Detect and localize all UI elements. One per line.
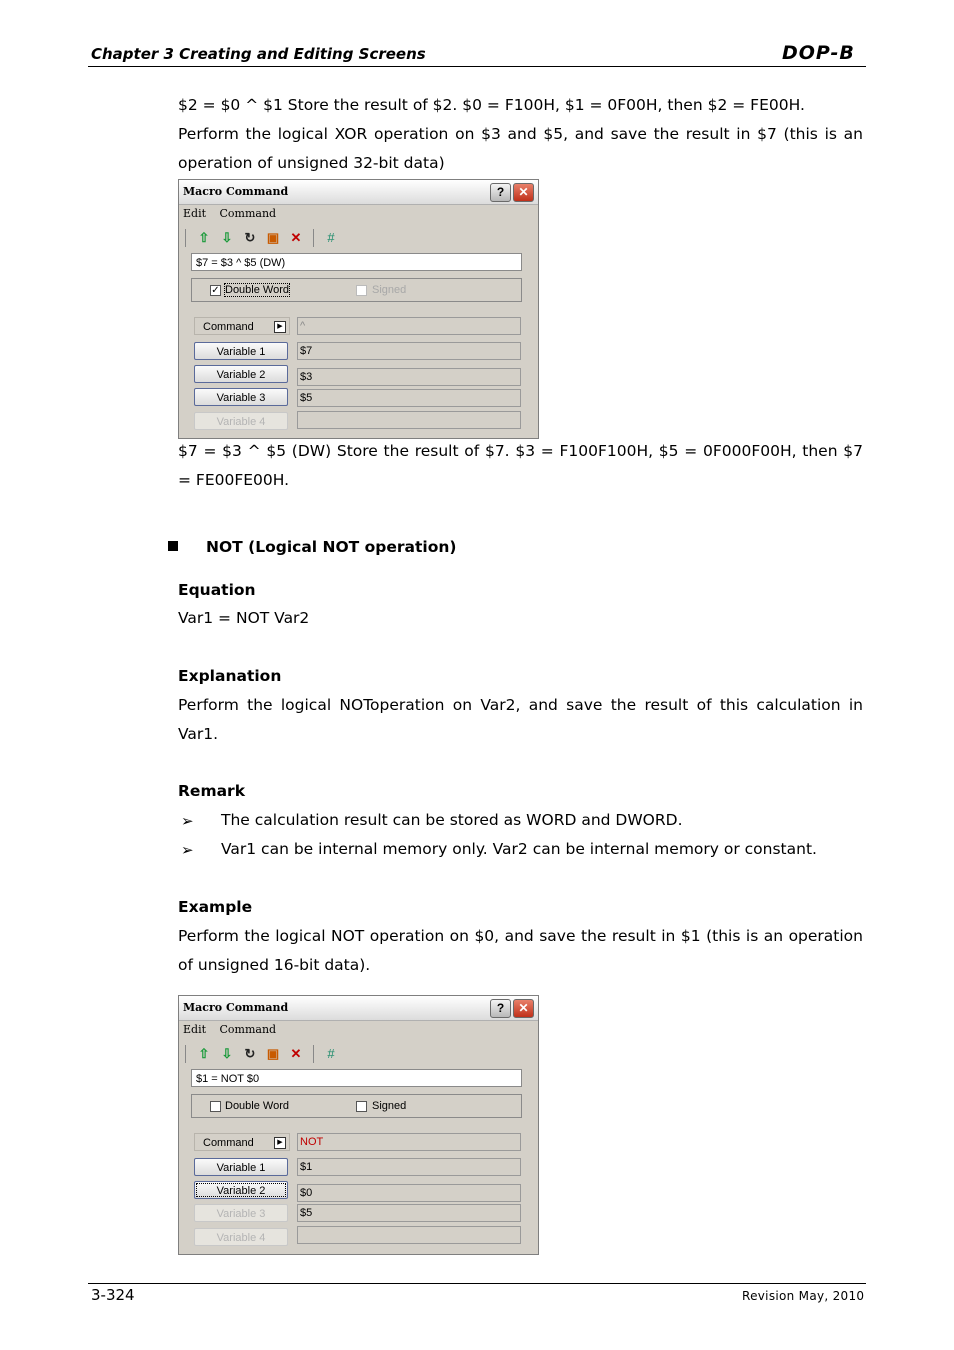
explanation-text: Perform the logical NOToperation on Var2, and save the result of this calculation in Var1.	[178, 696, 863, 743]
variable-4-button: Variable 4	[194, 412, 288, 430]
variable-1-field[interactable]: $7	[297, 342, 521, 360]
hash-icon[interactable]: #	[327, 1046, 335, 1061]
command-label: Command	[203, 1137, 254, 1149]
close-button[interactable]: ✕	[513, 183, 534, 202]
variable-3-field[interactable]: $5	[297, 389, 521, 407]
macro-command-dialog-not	[178, 995, 539, 1255]
dialog-titlebar	[179, 996, 538, 1021]
menu-command[interactable]: Command	[219, 1023, 277, 1036]
help-button[interactable]: ?	[490, 999, 511, 1018]
toolbar-separator	[185, 1045, 186, 1063]
section-title: NOT (Logical NOT operation)	[206, 538, 457, 556]
explanation-heading: Explanation	[178, 667, 282, 685]
variable-2-button[interactable]: Variable 2	[194, 365, 288, 383]
remark-heading: Remark	[178, 782, 246, 800]
dop-b-logo: DOP-B	[782, 42, 855, 64]
revision-date: Revision May, 2010	[742, 1289, 865, 1303]
command-selector[interactable]	[194, 317, 290, 335]
arrow-bullet-icon: ➢	[181, 841, 194, 859]
move-down-icon[interactable]: ⇩	[221, 1046, 233, 1061]
dialog-title: Macro Command	[183, 1001, 289, 1014]
equation-heading: Equation	[178, 581, 256, 599]
variable-2-field[interactable]: $0	[297, 1184, 521, 1202]
command-value: ^	[297, 317, 521, 335]
double-word-label: Double Word	[225, 1100, 289, 1112]
help-button[interactable]: ?	[490, 183, 511, 202]
signed-label: Signed	[372, 1100, 407, 1112]
double-word-label: Double Word	[225, 284, 289, 296]
signed-label: Signed	[372, 284, 407, 296]
hash-icon[interactable]: #	[327, 230, 335, 245]
xor-dw-result-line-2: = FE00FE00H.	[178, 471, 290, 489]
refresh-icon[interactable]: ↻	[244, 1046, 256, 1061]
options-group	[191, 278, 522, 302]
xor-intro-line-2: operation of unsigned 32-bit data)	[178, 154, 445, 172]
options-group	[191, 1094, 522, 1118]
variable-1-button[interactable]: Variable 1	[194, 342, 288, 360]
xor-result-line: $2 = $0 ^ $1 Store the result of $2. $0 = F100H, $1 = 0F00H, then $2 = FE00H.	[178, 96, 805, 114]
xor-dw-result-line: $7 = $3 ^ $5 (DW) Store the result of $7. $3 = F100F100H, $5 = 0F000F00H, then $7	[178, 442, 863, 460]
toolbar-separator	[313, 1045, 314, 1063]
toolbar-separator	[185, 229, 186, 247]
variable-3-button: Variable 3	[194, 1204, 288, 1222]
header-rule	[88, 66, 866, 67]
arrow-bullet-icon: ➢	[181, 812, 194, 830]
xor-intro-line: Perform the logical XOR operation on $3 and $5, and save the result in $7 (this is an	[178, 125, 863, 143]
variable-2-button[interactable]: Variable 2	[194, 1181, 288, 1199]
save-icon[interactable]: ▣	[266, 230, 280, 245]
variable-3-field: $5	[297, 1204, 521, 1222]
command-value: NOT	[297, 1133, 521, 1151]
command-label: Command	[203, 321, 254, 333]
toolbar-separator	[313, 229, 314, 247]
variable-3-button[interactable]: Variable 3	[194, 388, 288, 406]
expression-field[interactable]: $1 = NOT $0	[191, 1069, 522, 1087]
delete-icon[interactable]: ✕	[290, 230, 302, 245]
macro-command-dialog-xor	[178, 179, 539, 439]
footer-rule	[88, 1283, 866, 1284]
variable-4-field	[297, 411, 521, 429]
dialog-titlebar	[179, 180, 538, 205]
menu-bar	[183, 1023, 286, 1036]
command-selector[interactable]	[194, 1133, 290, 1151]
variable-4-button: Variable 4	[194, 1228, 288, 1246]
remark-item: Var1 can be internal memory only. Var2 can be internal memory or constant.	[221, 840, 817, 858]
signed-checkbox[interactable]	[356, 1101, 367, 1112]
double-word-checkbox[interactable]	[210, 1101, 221, 1112]
variable-1-field[interactable]: $1	[297, 1158, 521, 1176]
variable-1-button[interactable]: Variable 1	[194, 1158, 288, 1176]
example-heading: Example	[178, 898, 253, 916]
dialog-title: Macro Command	[183, 185, 289, 198]
page-number: 3-324	[91, 1286, 135, 1304]
variable-2-field[interactable]: $3	[297, 368, 521, 386]
move-up-icon[interactable]: ⇧	[198, 230, 210, 245]
close-button[interactable]: ✕	[513, 999, 534, 1018]
chapter-title: Chapter 3 Creating and Editing Screens	[91, 45, 426, 63]
delete-icon[interactable]: ✕	[290, 1046, 302, 1061]
refresh-icon[interactable]: ↻	[244, 230, 256, 245]
variable-4-field	[297, 1226, 521, 1244]
move-up-icon[interactable]: ⇧	[198, 1046, 210, 1061]
expression-field[interactable]: $7 = $3 ^ $5 (DW)	[191, 253, 522, 271]
dropdown-arrow-icon[interactable]: ▶	[274, 321, 286, 333]
example-text: Perform the logical NOT operation on $0, and save the result in $1 (this is an operation of unsigned 16-bit data).	[178, 927, 863, 974]
section-bullet-icon	[168, 541, 178, 551]
double-word-checkbox[interactable]: ✓	[211, 285, 220, 296]
save-icon[interactable]: ▣	[266, 1046, 280, 1061]
move-down-icon[interactable]: ⇩	[221, 230, 233, 245]
toolbar	[185, 228, 340, 248]
menu-edit[interactable]: Edit	[183, 1023, 207, 1036]
remark-item: The calculation result can be stored as WORD and DWORD.	[221, 811, 683, 829]
menu-bar	[183, 207, 286, 220]
toolbar	[185, 1044, 340, 1064]
equation-text: Var1 = NOT Var2	[178, 609, 310, 627]
dropdown-arrow-icon[interactable]: ▶	[274, 1137, 286, 1149]
menu-edit[interactable]: Edit	[183, 207, 207, 220]
menu-command[interactable]: Command	[219, 207, 277, 220]
signed-checkbox	[356, 285, 367, 296]
